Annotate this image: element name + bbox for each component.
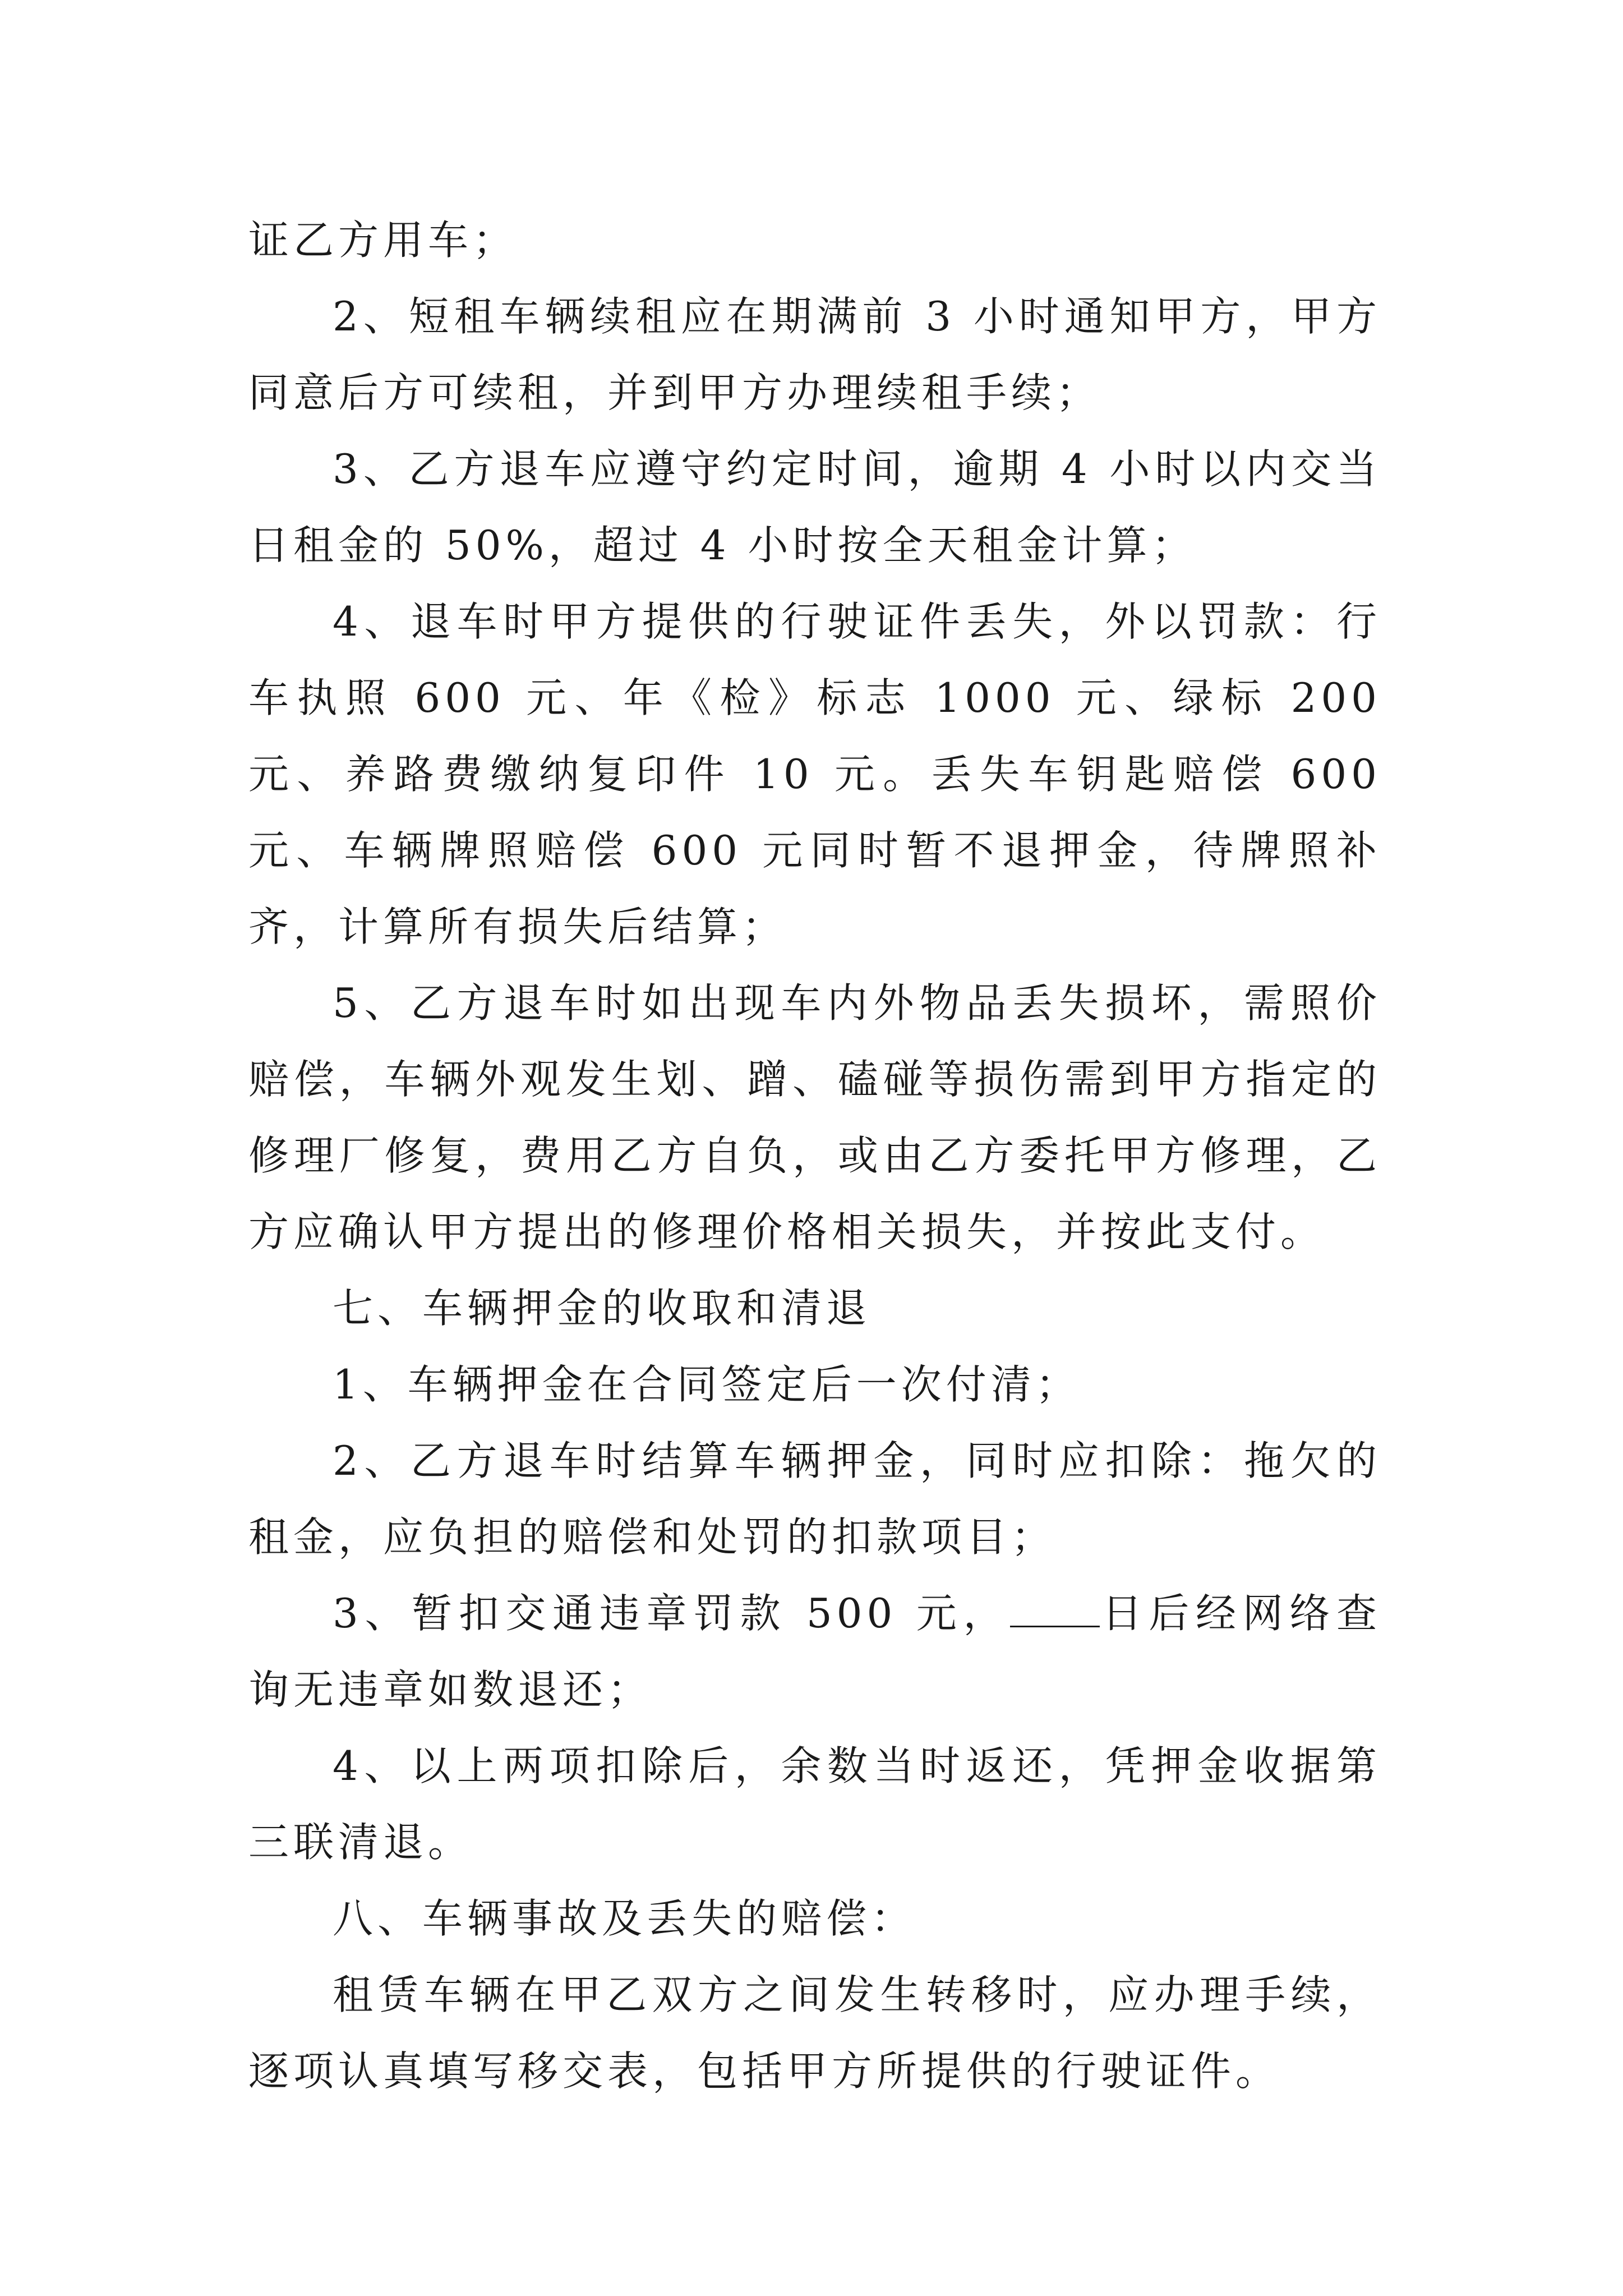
- document-body: [248, 202, 1381, 2109]
- paragraph-item-5-damage: 5、乙方退车时如出现车内外物品丢失损坏，需照价赔偿，车辆外观发生划、蹭、磕碰等损伤需到甲方指定的修理厂修复，费用乙方自负，或由乙方委托甲方修理，乙方应确认甲方提出的修理价格相关损失，并按此支付。: [248, 979, 1381, 1255]
- paragraph-deposit-1: 1、车辆押金在合同签定后一次付清；: [333, 1361, 1081, 1408]
- paragraph-item-2-renewal: 2、短租车辆续租应在期满前 3 小时通知甲方，甲方同意后方可续租，并到甲方办理续租手续；: [248, 293, 1381, 416]
- paragraph-continuation: 证乙方用车；: [248, 217, 518, 264]
- fill-in-blank: [1010, 1592, 1100, 1627]
- deposit-3-text-after: 日后经网络查询无违章如数退还；: [248, 1590, 1381, 1713]
- deposit-3-text-before: 3、暂扣交通违章罚款 500 元，: [333, 1590, 1011, 1637]
- section-heading-8-accident: 八、车辆事故及丢失的赔偿：: [333, 1895, 916, 1942]
- paragraph-deposit-3: [248, 1575, 1381, 1728]
- section-heading-7-deposit: 七、车辆押金的收取和清退: [333, 1285, 872, 1332]
- paragraph-item-3-return-time: 3、乙方退车应遵守约定时间，逾期 4 小时以内交当日租金的 50%，超过 4 小时按全天租金计算；: [248, 445, 1381, 569]
- paragraph-deposit-4: 4、以上两项扣除后，余数当时返还，凭押金收据第三联清退。: [248, 1742, 1381, 1866]
- paragraph-accident-transfer: 租赁车辆在甲乙双方之间发生转移时，应办理手续，逐项认真填写移交表，包括甲方所提供的行驶证件。: [248, 1971, 1381, 2095]
- paragraph-deposit-2: 2、乙方退车时结算车辆押金，同时应扣除：拖欠的租金，应负担的赔偿和处罚的扣款项目；: [248, 1437, 1381, 1561]
- paragraph-item-4-lost-documents: 4、退车时甲方提供的行驶证件丢失，外以罚款：行车执照 600 元、年《检》标志 1000 元、绿标 200 元、养路费缴纳复印件 10 元。丢失车钥匙赔偿 600 元、车辆牌照赔偿 600 元同时暂不退押金，待牌照补齐，计算所有损失后结算；: [248, 598, 1381, 950]
